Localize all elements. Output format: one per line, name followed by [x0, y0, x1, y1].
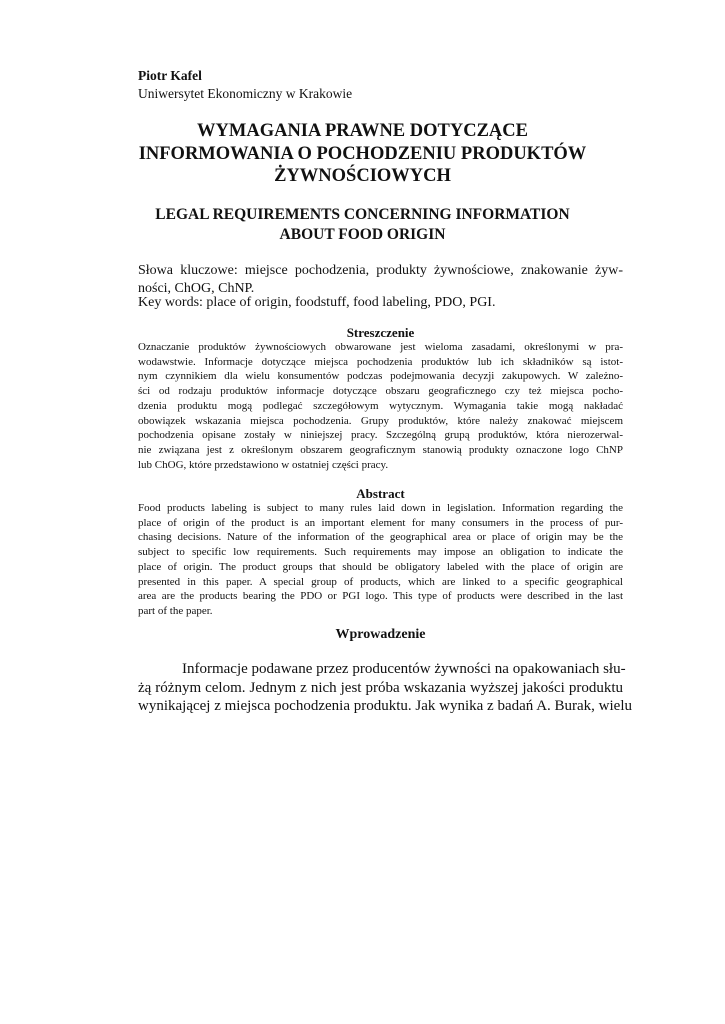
streszczenie-line: wodawstwie. Informacje dotyczące miejsca pochodzenia produktów lub ich składników są istot-	[138, 355, 623, 368]
title-english-line: ABOUT FOOD ORIGIN	[279, 225, 446, 243]
streszczenie-line: nie związana jest z określonym obszarem geograficznym stanowią produkty oznaczone logo ChNP	[138, 443, 623, 456]
abstract-line: subject to specific low requirements. Such requirements may impose an obligation to indicate the	[138, 546, 623, 559]
abstract-text	[138, 501, 623, 619]
abstract-line: place of origin of the product is an important element for many consumers in the process of pur-	[138, 516, 623, 529]
streszczenie-line: Oznaczanie produktów żywnościowych obwarowane jest wieloma zasadami, określonymi w pra-	[138, 341, 623, 353]
wprowadzenie-text	[138, 660, 633, 716]
streszczenie-line: nym czynnikiem dla wielu konsumentów podczas podejmowania decyzji zakupowych. W zależno-	[138, 370, 623, 383]
streszczenie-heading: Streszczenie	[346, 325, 415, 340]
streszczenie-line: pochodzenia opisane zostały w niniejszej pracy. Szczególną grupą produktów, która nierozerwal-	[138, 429, 623, 442]
streszczenie-line: lub ChOG, które przedstawiono w ostatniej części pracy.	[138, 458, 389, 471]
abstract-heading: Abstract	[356, 486, 405, 501]
streszczenie-line: dzenia produktu mogą podlegać szczegółowym wytycznym. Wymagania takie mogą nakładać	[138, 399, 623, 412]
keywords-polish-line: Słowa kluczowe: miejsce pochodzenia, produkty żywnościowe, znakowanie żyw-	[138, 263, 623, 278]
title-polish-line: ŻYWNOŚCIOWYCH	[274, 166, 451, 186]
wprowadzenie-line: żą różnym celom. Jednym z nich jest próba wskazania wyższej jakości produktu	[138, 679, 623, 696]
title-english-line: LEGAL REQUIREMENTS CONCERNING INFORMATION	[155, 206, 570, 223]
streszczenie-line: obowiązek wskazania miejsca pochodzenia. Grupy produktów, które należy znakować miejscem	[138, 414, 623, 427]
title-polish-line: WYMAGANIA PRAWNE DOTYCZĄCE	[197, 121, 528, 141]
streszczenie-text	[138, 340, 623, 472]
abstract-line: area are the products bearing the PDO or PGI logo. This type of products were described in the last	[138, 590, 623, 603]
wprowadzenie-line: Informacje podawane przez producentów żywności na opakowaniach słu-	[182, 661, 626, 677]
abstract-line: chasing decisions. Nature of the information of the geographical area or place of origin may be the	[138, 531, 623, 544]
author-affiliation: Uniwersytet Ekonomiczny w Krakowie	[138, 86, 353, 101]
abstract-line: Food products labeling is subject to many rules laid down in legislation. Information regarding the	[138, 502, 623, 514]
wprowadzenie-line: wynikającej z miejsca pochodzenia produktu. Jak wynika z badań A. Burak, wielu	[138, 698, 633, 714]
title-english	[120, 205, 605, 244]
title-polish	[100, 120, 625, 188]
wprowadzenie-heading: Wprowadzenie	[335, 627, 426, 642]
abstract-line: place of origin. The product groups that should be obligatory labeled with the place of origin are	[138, 560, 623, 573]
abstract-line: part of the paper.	[138, 604, 213, 617]
keywords-english: Key words: place of origin, foodstuff, food labeling, PDO, PGI.	[138, 295, 496, 310]
author-name: Piotr Kafel	[138, 68, 202, 83]
keywords-polish-line: ności, ChOG, ChNP.	[138, 281, 255, 296]
keywords-polish	[138, 262, 623, 298]
streszczenie-line: ści od rodzaju produktów informacje dotyczące obszaru geograficznego czy też miejsca pocho-	[138, 385, 623, 398]
title-polish-line: INFORMOWANIA O POCHODZENIU PRODUKTÓW	[138, 143, 587, 164]
abstract-line: presented in this paper. A special group of products, which are linked to a specific geographical	[138, 575, 623, 588]
